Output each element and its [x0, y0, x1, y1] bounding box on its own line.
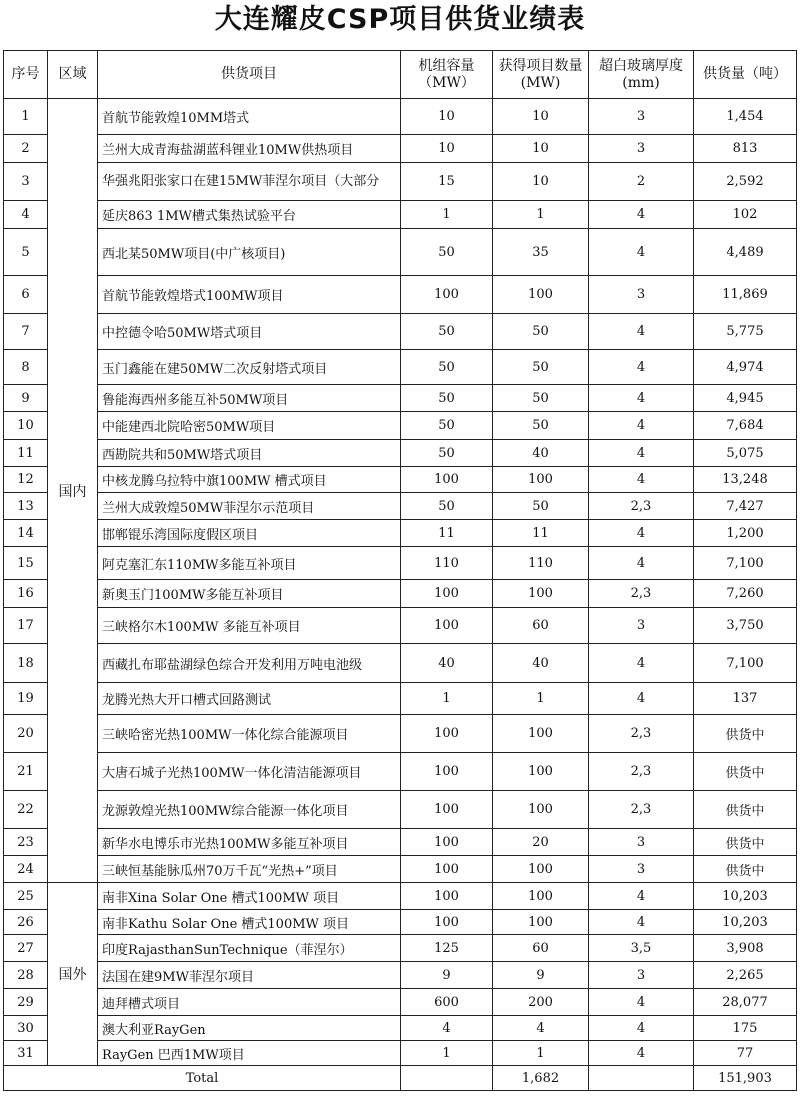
capacity-mw: 600 [401, 989, 493, 1016]
capacity-mw: 40 [401, 644, 493, 683]
project-name: 西北某50MW项目(中广核项目) [98, 229, 401, 276]
row-number: 30 [4, 1016, 48, 1041]
project-name: 新奥玉门100MW多能互补项目 [98, 580, 401, 608]
glass-thickness: 4 [589, 412, 694, 440]
capacity-mw: 100 [401, 829, 493, 856]
page-title: 大连耀皮CSP项目供货业绩表 [214, 4, 586, 35]
obtained-mw: 10 [493, 99, 589, 135]
capacity-mw: 100 [401, 791, 493, 829]
obtained-mw: 60 [493, 935, 589, 962]
table-row [4, 163, 797, 201]
table-row [4, 683, 797, 715]
table-row [4, 135, 797, 163]
project-name: 华强兆阳张家口在建15MW菲涅尔项目（大部分 [98, 163, 401, 201]
glass-thickness: 4 [589, 229, 694, 276]
project-name: 首航节能敦煌塔式100MW项目 [98, 276, 401, 314]
obtained-mw: 100 [493, 883, 589, 910]
obtained-mw: 1 [493, 1041, 589, 1066]
header-capacity-line2: （MW） [418, 74, 475, 91]
table-row [4, 608, 797, 644]
glass-thickness: 4 [589, 683, 694, 715]
capacity-mw: 50 [401, 385, 493, 412]
glass-thickness: 4 [589, 547, 694, 580]
table-row [4, 644, 797, 683]
supply-tons: 4,974 [694, 350, 797, 385]
project-name: 中控德令哈50MW塔式项目 [98, 314, 401, 350]
glass-thickness: 4 [589, 910, 694, 935]
row-number: 9 [4, 385, 48, 412]
glass-thickness: 4 [589, 1041, 694, 1066]
obtained-mw: 4 [493, 1016, 589, 1041]
table-row [4, 753, 797, 791]
supply-tons: 5,775 [694, 314, 797, 350]
glass-thickness: 3 [589, 856, 694, 883]
table-row [4, 314, 797, 350]
table-row [4, 201, 797, 229]
project-name: 龙腾光热大开口槽式回路测试 [98, 683, 401, 715]
header-glass-line1: 超白玻璃厚度 [599, 57, 683, 74]
project-name: 迪拜槽式项目 [98, 989, 401, 1016]
row-number: 24 [4, 856, 48, 883]
supply-tons: 7,260 [694, 580, 797, 608]
glass-thickness: 4 [589, 201, 694, 229]
row-number: 28 [4, 962, 48, 989]
table-row [4, 791, 797, 829]
glass-thickness: 2,3 [589, 580, 694, 608]
row-number: 7 [4, 314, 48, 350]
capacity-mw: 100 [401, 467, 493, 493]
obtained-mw: 50 [493, 385, 589, 412]
project-name: 新华水电博乐市光热100MW多能互补项目 [98, 829, 401, 856]
capacity-mw: 15 [401, 163, 493, 201]
supply-tons: 7,684 [694, 412, 797, 440]
table-row [4, 962, 797, 989]
project-name: 中能建西北院哈密50MW项目 [98, 412, 401, 440]
capacity-mw: 100 [401, 608, 493, 644]
capacity-mw: 4 [401, 1016, 493, 1041]
project-name: 澳大利亚RayGen [98, 1016, 401, 1041]
capacity-mw: 9 [401, 962, 493, 989]
project-name: 三峡格尔木100MW 多能互补项目 [98, 608, 401, 644]
supply-tons: 供货中 [694, 791, 797, 829]
supply-tons: 1,454 [694, 99, 797, 135]
project-name: RayGen 巴西1MW项目 [98, 1041, 401, 1066]
header-obtained-line1: 获得项目数量 [498, 57, 583, 74]
row-number: 29 [4, 989, 48, 1016]
obtained-mw: 100 [493, 467, 589, 493]
row-number: 19 [4, 683, 48, 715]
obtained-mw: 40 [493, 440, 589, 467]
row-number: 14 [4, 520, 48, 547]
performance-table [3, 50, 797, 1091]
row-number: 23 [4, 829, 48, 856]
row-number: 31 [4, 1041, 48, 1066]
obtained-mw: 35 [493, 229, 589, 276]
header-supply: 供货量（吨） [694, 51, 797, 99]
row-number: 13 [4, 493, 48, 520]
supply-tons: 5,075 [694, 440, 797, 467]
header-glass-thickness [589, 51, 694, 99]
capacity-mw: 50 [401, 412, 493, 440]
project-name: 龙源敦煌光热100MW综合能源一体化项目 [98, 791, 401, 829]
row-number: 5 [4, 229, 48, 276]
supply-tons: 28,077 [694, 989, 797, 1016]
project-name: 阿克塞汇东110MW多能互补项目 [98, 547, 401, 580]
header-glass-line2: (mm) [622, 74, 660, 91]
project-name: 鲁能海西州多能互补50MW项目 [98, 385, 401, 412]
obtained-mw: 50 [493, 412, 589, 440]
glass-thickness: 4 [589, 350, 694, 385]
project-name: 邯郸锟乐湾国际度假区项目 [98, 520, 401, 547]
row-number: 27 [4, 935, 48, 962]
capacity-mw: 1 [401, 683, 493, 715]
obtained-mw: 50 [493, 314, 589, 350]
project-name: 三峡恒基能脉瓜州70万千瓦“光热+”项目 [98, 856, 401, 883]
obtained-mw: 100 [493, 276, 589, 314]
obtained-mw: 100 [493, 580, 589, 608]
project-name: 南非Xina Solar One 槽式100MW 项目 [98, 883, 401, 910]
obtained-mw: 100 [493, 715, 589, 753]
obtained-mw: 10 [493, 135, 589, 163]
capacity-mw: 11 [401, 520, 493, 547]
glass-thickness: 4 [589, 644, 694, 683]
table-row [4, 1041, 797, 1066]
header-region: 区域 [48, 51, 98, 99]
table-row [4, 1016, 797, 1041]
table-row [4, 440, 797, 467]
obtained-mw: 200 [493, 989, 589, 1016]
row-number: 26 [4, 910, 48, 935]
table-row [4, 520, 797, 547]
capacity-mw: 50 [401, 493, 493, 520]
header-project: 供货项目 [98, 51, 401, 99]
row-number: 17 [4, 608, 48, 644]
table-row [4, 883, 797, 910]
row-number: 8 [4, 350, 48, 385]
glass-thickness: 3 [589, 99, 694, 135]
project-name: 西勘院共和50MW塔式项目 [98, 440, 401, 467]
glass-thickness: 2,3 [589, 791, 694, 829]
obtained-mw: 9 [493, 962, 589, 989]
capacity-mw: 100 [401, 580, 493, 608]
supply-tons: 4,489 [694, 229, 797, 276]
supply-tons: 77 [694, 1041, 797, 1066]
total-row [4, 1066, 797, 1091]
supply-tons: 3,750 [694, 608, 797, 644]
table-row [4, 467, 797, 493]
glass-thickness: 2,3 [589, 715, 694, 753]
project-name: 中核龙腾乌拉特中旗100MW 槽式项目 [98, 467, 401, 493]
row-number: 16 [4, 580, 48, 608]
supply-tons: 11,869 [694, 276, 797, 314]
obtained-mw: 40 [493, 644, 589, 683]
header-no: 序号 [4, 51, 48, 99]
header-capacity-line1: 机组容量 [418, 57, 475, 74]
capacity-mw: 1 [401, 1041, 493, 1066]
header-obtained [493, 51, 589, 99]
glass-thickness: 4 [589, 440, 694, 467]
glass-thickness: 4 [589, 467, 694, 493]
supply-tons: 102 [694, 201, 797, 229]
table-row [4, 99, 797, 135]
glass-thickness: 4 [589, 989, 694, 1016]
project-name: 首航节能敦煌10MM塔式 [98, 99, 401, 135]
obtained-mw: 100 [493, 791, 589, 829]
glass-thickness: 4 [589, 883, 694, 910]
project-name: 南非Kathu Solar One 槽式100MW 项目 [98, 910, 401, 935]
supply-tons: 4,945 [694, 385, 797, 412]
supply-tons: 13,248 [694, 467, 797, 493]
project-name: 三峡哈密光热100MW一体化综合能源项目 [98, 715, 401, 753]
supply-tons: 3,908 [694, 935, 797, 962]
project-name: 兰州大成敦煌50MW菲涅尔示范项目 [98, 493, 401, 520]
supply-tons: 813 [694, 135, 797, 163]
header-capacity [401, 51, 493, 99]
supply-tons: 2,592 [694, 163, 797, 201]
glass-thickness: 4 [589, 520, 694, 547]
obtained-mw: 1 [493, 201, 589, 229]
table-row [4, 935, 797, 962]
row-number: 10 [4, 412, 48, 440]
capacity-mw: 50 [401, 350, 493, 385]
capacity-mw: 110 [401, 547, 493, 580]
supply-tons: 供货中 [694, 856, 797, 883]
capacity-mw: 100 [401, 856, 493, 883]
total-capacity [401, 1066, 493, 1091]
table-row [4, 856, 797, 883]
table-row [4, 350, 797, 385]
capacity-mw: 50 [401, 314, 493, 350]
glass-thickness: 4 [589, 314, 694, 350]
row-number: 1 [4, 99, 48, 135]
capacity-mw: 10 [401, 135, 493, 163]
row-number: 11 [4, 440, 48, 467]
table-row [4, 989, 797, 1016]
total-obtained: 1,682 [493, 1066, 589, 1091]
project-name: 大唐石城子光热100MW一体化清洁能源项目 [98, 753, 401, 791]
obtained-mw: 50 [493, 493, 589, 520]
row-number: 22 [4, 791, 48, 829]
supply-tons: 7,100 [694, 547, 797, 580]
glass-thickness: 2 [589, 163, 694, 201]
obtained-mw: 1 [493, 683, 589, 715]
glass-thickness: 2,3 [589, 493, 694, 520]
header-row [4, 51, 797, 99]
supply-tons: 10,203 [694, 910, 797, 935]
table-row [4, 493, 797, 520]
project-name: 法国在建9MW菲涅尔项目 [98, 962, 401, 989]
project-name: 延庆863 1MW槽式集热试验平台 [98, 201, 401, 229]
capacity-mw: 100 [401, 910, 493, 935]
row-number: 15 [4, 547, 48, 580]
supply-tons: 供货中 [694, 829, 797, 856]
supply-tons: 供货中 [694, 715, 797, 753]
row-number: 3 [4, 163, 48, 201]
supply-tons: 10,203 [694, 883, 797, 910]
obtained-mw: 60 [493, 608, 589, 644]
row-number: 6 [4, 276, 48, 314]
capacity-mw: 50 [401, 229, 493, 276]
supply-tons: 175 [694, 1016, 797, 1041]
row-number: 21 [4, 753, 48, 791]
row-number: 2 [4, 135, 48, 163]
supply-tons: 2,265 [694, 962, 797, 989]
capacity-mw: 100 [401, 715, 493, 753]
table-row [4, 715, 797, 753]
project-name: 印度RajasthanSunTechnique（菲涅尔） [98, 935, 401, 962]
supply-tons: 137 [694, 683, 797, 715]
obtained-mw: 100 [493, 753, 589, 791]
capacity-mw: 10 [401, 99, 493, 135]
project-name: 西藏扎布耶盐湖绿色综合开发利用万吨电池级 [98, 644, 401, 683]
glass-thickness: 3 [589, 962, 694, 989]
glass-thickness: 4 [589, 385, 694, 412]
table-row [4, 276, 797, 314]
capacity-mw: 100 [401, 883, 493, 910]
obtained-mw: 20 [493, 829, 589, 856]
glass-thickness: 3,5 [589, 935, 694, 962]
total-thickness [589, 1066, 694, 1091]
glass-thickness: 3 [589, 829, 694, 856]
total-label: Total [4, 1066, 401, 1091]
project-name: 玉门鑫能在建50MW二次反射塔式项目 [98, 350, 401, 385]
project-name: 兰州大成青海盐湖蓝科锂业10MW供热项目 [98, 135, 401, 163]
table-row [4, 580, 797, 608]
supply-tons: 7,100 [694, 644, 797, 683]
row-number: 12 [4, 467, 48, 493]
capacity-mw: 100 [401, 276, 493, 314]
table-row [4, 229, 797, 276]
obtained-mw: 110 [493, 547, 589, 580]
obtained-mw: 50 [493, 350, 589, 385]
obtained-mw: 10 [493, 163, 589, 201]
row-number: 25 [4, 883, 48, 910]
region-overseas: 国外 [48, 883, 98, 1066]
glass-thickness: 2,3 [589, 753, 694, 791]
capacity-mw: 100 [401, 753, 493, 791]
row-number: 18 [4, 644, 48, 683]
table-row [4, 829, 797, 856]
row-number: 4 [4, 201, 48, 229]
row-number: 20 [4, 715, 48, 753]
table-row [4, 412, 797, 440]
supply-tons: 1,200 [694, 520, 797, 547]
table-row [4, 547, 797, 580]
supply-tons: 7,427 [694, 493, 797, 520]
glass-thickness: 3 [589, 608, 694, 644]
capacity-mw: 50 [401, 440, 493, 467]
region-domestic: 国内 [48, 99, 98, 883]
capacity-mw: 1 [401, 201, 493, 229]
glass-thickness: 3 [589, 135, 694, 163]
table-row [4, 385, 797, 412]
glass-thickness: 3 [589, 276, 694, 314]
header-obtained-line2: (MW) [520, 74, 561, 91]
total-supply: 151,903 [694, 1066, 797, 1091]
capacity-mw: 125 [401, 935, 493, 962]
obtained-mw: 100 [493, 910, 589, 935]
obtained-mw: 100 [493, 856, 589, 883]
supply-tons: 供货中 [694, 753, 797, 791]
obtained-mw: 11 [493, 520, 589, 547]
glass-thickness: 4 [589, 1016, 694, 1041]
table-row [4, 910, 797, 935]
